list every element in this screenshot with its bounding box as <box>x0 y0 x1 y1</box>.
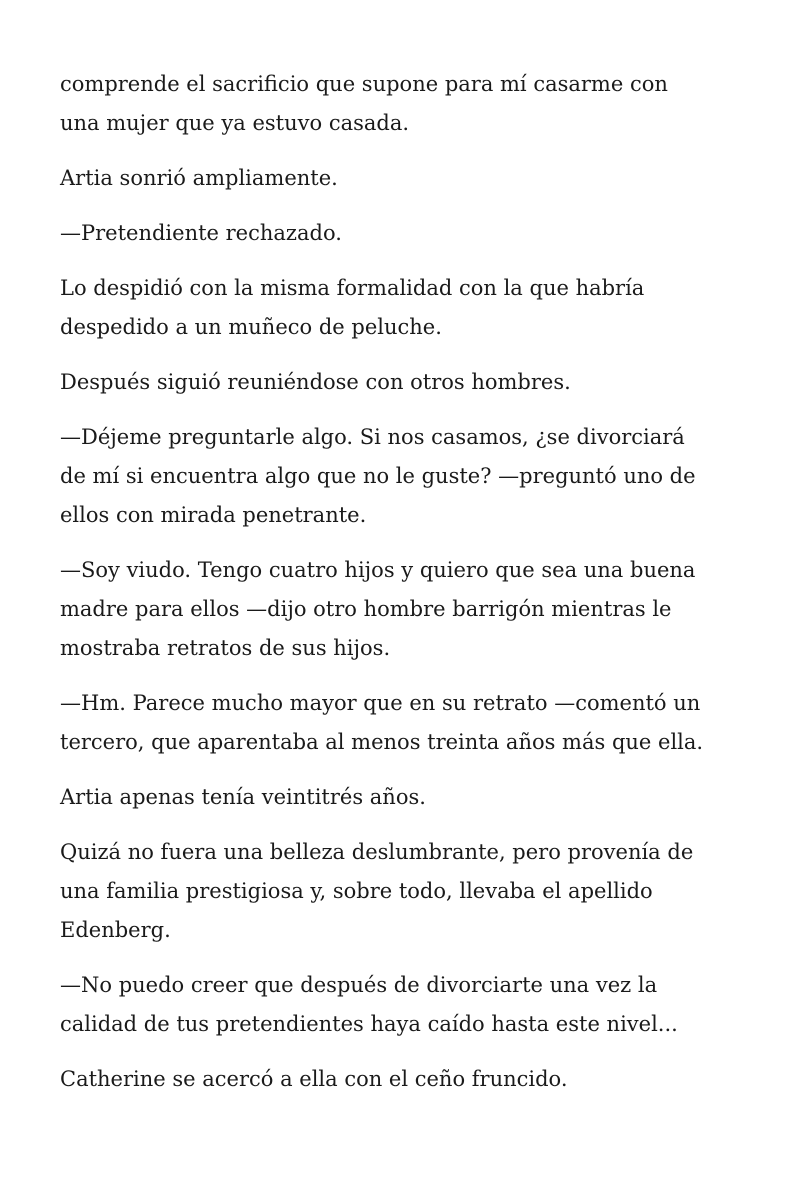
paragraph <box>60 269 760 347</box>
text-line: Artia apenas tenía veintitrés años. <box>60 785 426 809</box>
paragraph <box>60 65 760 143</box>
text-line: Edenberg. <box>60 918 171 942</box>
paragraph <box>60 214 760 253</box>
text-line: Artia sonrió ampliamente. <box>60 166 338 190</box>
text-line: Después siguió reuniéndose con otros hombres. <box>60 370 571 394</box>
text-line: mostraba retratos de sus hijos. <box>60 636 391 660</box>
paragraph <box>60 418 760 535</box>
text-line: —Déjeme preguntarle algo. Si nos casamos, ¿se divorciará <box>60 425 685 449</box>
text-line: una familia prestigiosa y, sobre todo, llevaba el apellido <box>60 879 653 903</box>
text-line: —Pretendiente rechazado. <box>60 221 342 245</box>
text-line: tercero, que aparentaba al menos treinta años más que ella. <box>60 730 704 754</box>
text-line: —Hm. Parece mucho mayor que en su retrato —comentó un <box>60 691 701 715</box>
paragraph <box>60 778 760 817</box>
text-line: de mí si encuentra algo que no le guste? —preguntó uno de <box>60 464 696 488</box>
paragraph <box>60 966 760 1044</box>
paragraph <box>60 551 760 668</box>
text-line: —Soy viudo. Tengo cuatro hijos y quiero que sea una buena <box>60 558 696 582</box>
text-line: Lo despidió con la misma formalidad con la que habría <box>60 276 645 300</box>
text-line: comprende el sacrificio que supone para mí casarme con <box>60 72 668 96</box>
paragraph <box>60 363 760 402</box>
text-line: calidad de tus pretendientes haya caído hasta este nivel... <box>60 1012 678 1036</box>
text-line: ellos con mirada penetrante. <box>60 503 367 527</box>
paragraph <box>60 159 760 198</box>
paragraph <box>60 684 760 762</box>
paragraph <box>60 833 760 950</box>
text-line: Quizá no fuera una belleza deslumbrante, pero provenía de <box>60 840 694 864</box>
text-line: una mujer que ya estuvo casada. <box>60 111 410 135</box>
text-line: Catherine se acercó a ella con el ceño fruncido. <box>60 1067 568 1091</box>
text-line: —No puedo creer que después de divorciarte una vez la <box>60 973 658 997</box>
text-line: despedido a un muñeco de peluche. <box>60 315 442 339</box>
text-line: madre para ellos —dijo otro hombre barrigón mientras le <box>60 597 672 621</box>
paragraph <box>60 1060 760 1099</box>
